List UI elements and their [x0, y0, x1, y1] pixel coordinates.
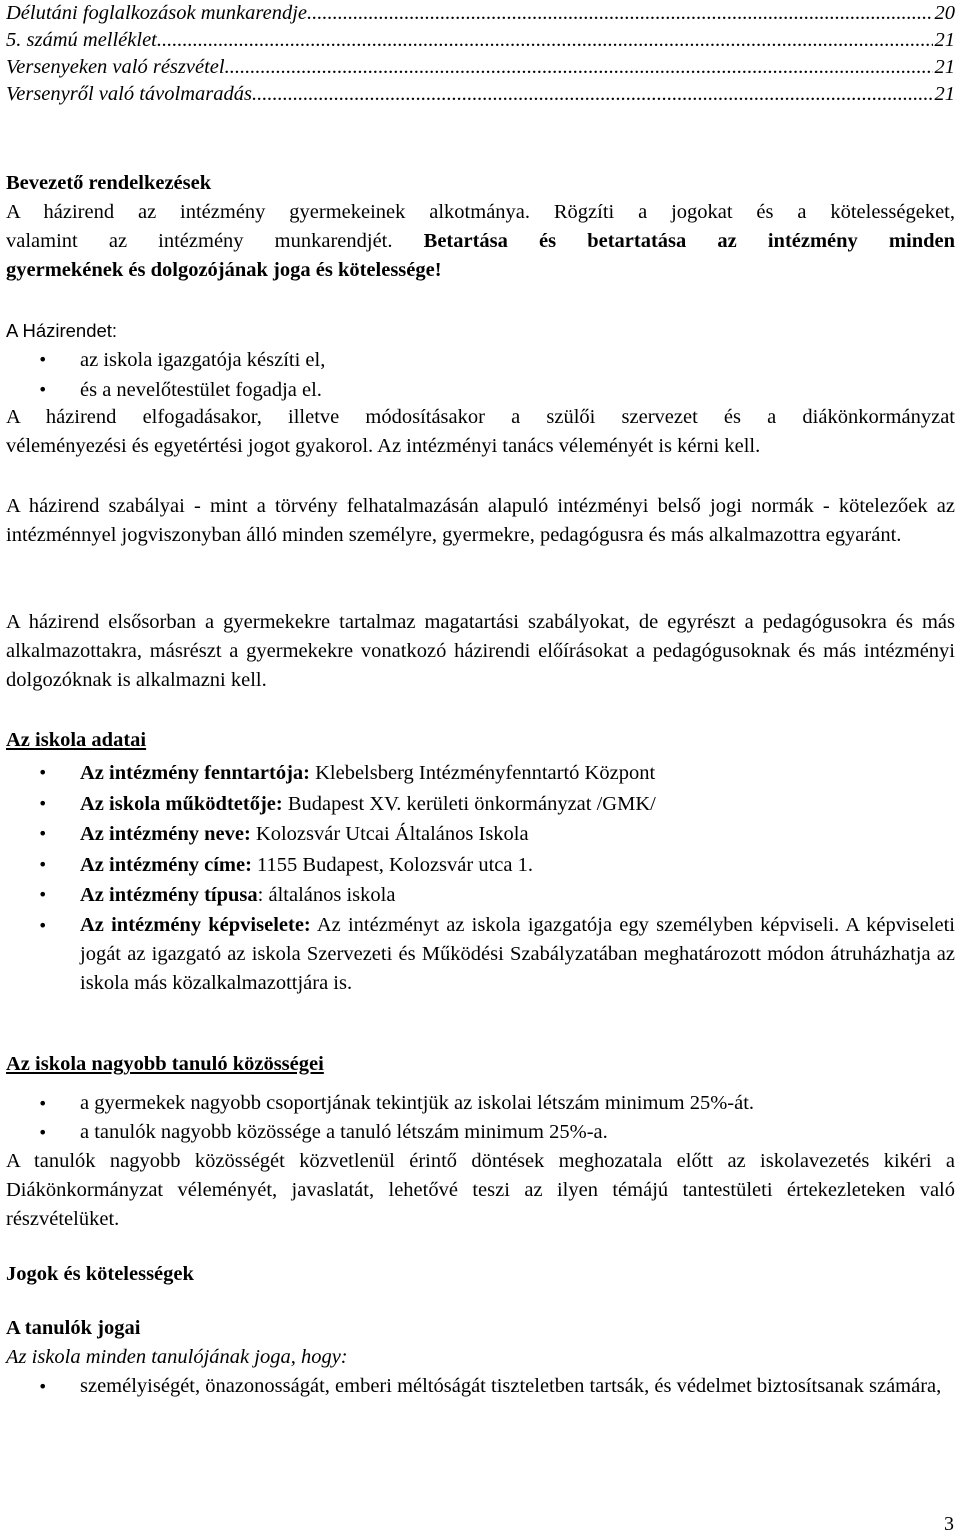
communities-list [6, 1089, 955, 1147]
intro-text: valamint az intézmény munkarendjét. Betartása és betartatása az intézmény minden [6, 230, 955, 252]
hazirendet-label: A Házirendet: [6, 320, 118, 341]
intro-text: A házirend az intézmény gyermekeinek alkotmánya. Rögzíti a jogokat és a kötelességeket, [6, 201, 955, 223]
paragraph: A házirend elsősorban a gyermekekre tartalmaz magatartási szabályokat, de egyrészt a pedagógusokra és más alkalmazottakra, másrészt a gyermekekre vonatkozó házirendi előírásokat a pedagógusoknak és más intézményi dolgozóknak is alkalmazni kell. [6, 611, 955, 691]
toc-row[interactable]: 5. számú melléklet ..... 21 [6, 27, 955, 54]
communities-section [6, 1050, 955, 1234]
paragraph: A házirend szabályai - mint a törvény felhatalmazásán alapuló intézményi belső jogi normák - kötelezőek az intézménnyel jogviszonyban álló minden személyre, gyermekre, pedagógusra és más alkalmazottra egyaránt. [6, 495, 955, 546]
list-item: • Az intézmény képviselete: Az intézményt az iskola igazgatója egy személyben képviseli. A képviseleti jogát az igazgató az iskola Szervezeti és Működési Szabályzatában meghatározott módon átruházhatja az iskola más közalkalmazottjára is. [6, 911, 955, 998]
table-of-contents [6, 0, 955, 108]
rights-subheading: A tanulók jogai [6, 1317, 141, 1339]
toc-row[interactable]: Versenyről való távolmaradás ..... 21 [6, 81, 955, 108]
list-item: • Az intézmény neve: Kolozsvár Utcai Általános Iskola [6, 819, 955, 850]
school-data-heading: Az iskola adatai [6, 729, 147, 751]
list-item: • személyiségét, önazonosságát, emberi méltóságát tiszteletben tartsák, és védelmet biztosítsanak számára, [6, 1372, 955, 1401]
list-item: • Az intézmény fenntartója: Klebelsberg Intézményfenntartó Központ [6, 758, 955, 789]
school-data-list [6, 758, 955, 998]
rights-intro: Az iskola minden tanulójának joga, hogy: [6, 1346, 348, 1368]
paragraph: A házirend elfogadásakor, illetve módosításakor a szülői szervezet és a diákönkormányzat véleményezési és egyetértési jogot gyakorol. Az intézményi tanács véleményét is kérni kell. [6, 406, 955, 457]
list-item: • az iskola igazgatója készíti el, [6, 345, 955, 375]
communities-heading: Az iskola nagyobb tanuló közösségei [6, 1053, 324, 1075]
rights-list [6, 1372, 955, 1401]
intro-section [6, 169, 955, 285]
intro-text: gyermekének és dolgozójának joga és kötelessége! [6, 259, 442, 281]
intro-heading: Bevezető rendelkezések [6, 172, 212, 194]
toc-row[interactable]: Délutáni foglalkozások munkarendje ..... 20 [6, 0, 955, 27]
rights-section [6, 1260, 955, 1401]
list-item: • Az intézmény típusa: általános iskola [6, 880, 955, 911]
school-data-section [6, 726, 955, 998]
list-item: • Az iskola működtetője: Budapest XV. kerületi önkormányzat /GMK/ [6, 789, 955, 820]
paragraph: A tanulók nagyobb közösségét közvetlenül érintő döntések meghozatala előtt az iskolavezetés kikéri a Diákönkormányzat véleményét, javaslatát, lehetővé teszi az ilyen témájú tantestületi értekezleteken való részvételüket. [6, 1150, 955, 1230]
hazirendet-section [6, 316, 955, 405]
toc-row[interactable]: Versenyeken való részvétel ..... 21 [6, 54, 955, 81]
list-item: • a tanulók nagyobb közössége a tanuló létszám minimum 25%-a. [6, 1118, 955, 1147]
list-item: • a gyermekek nagyobb csoportjának tekintjük az iskolai létszám minimum 25%-át. [6, 1089, 955, 1118]
page-number: 3 [944, 1513, 954, 1535]
hazirendet-list [6, 345, 955, 405]
rights-heading: Jogok és kötelességek [6, 1263, 194, 1285]
list-item: • Az intézmény címe: 1155 Budapest, Kolozsvár utca 1. [6, 850, 955, 881]
list-item: • és a nevelőtestület fogadja el. [6, 375, 955, 405]
